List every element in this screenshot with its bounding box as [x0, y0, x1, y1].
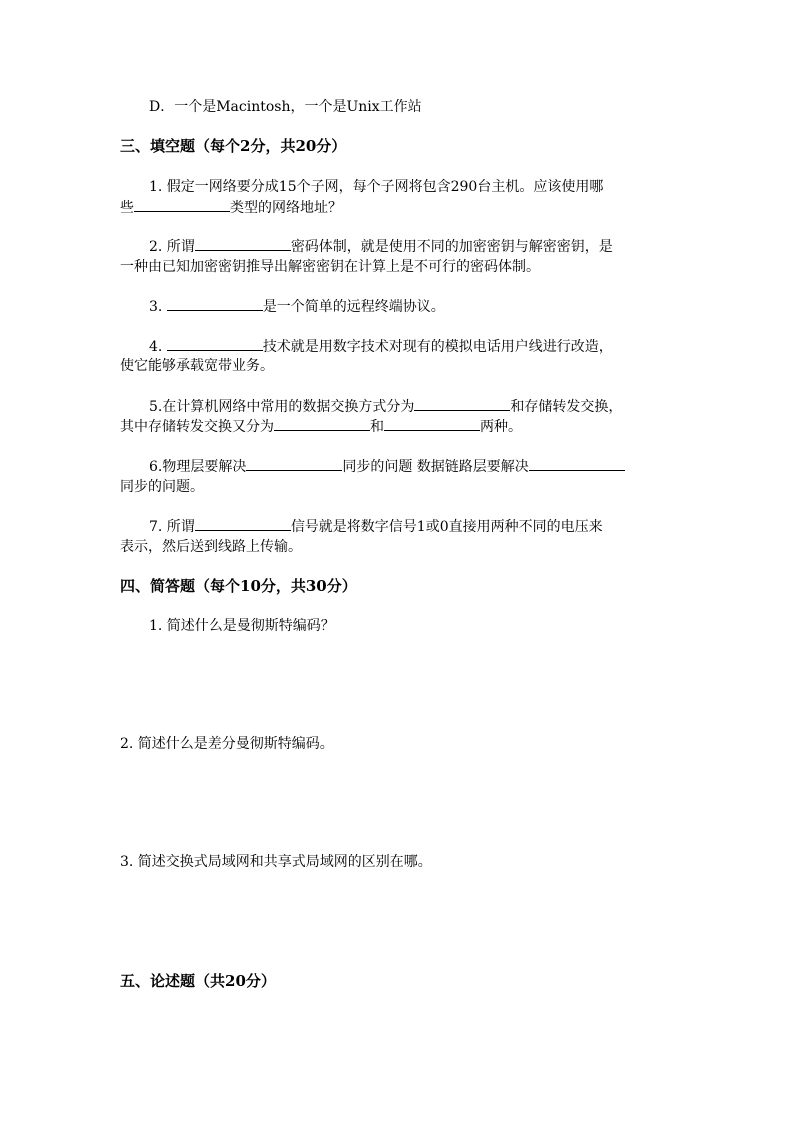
q3-line — [149, 296, 445, 317]
section3-heading: 三、填空题（每个2分，共20分） — [120, 137, 347, 155]
q2-line2: 一种由已知加密密钥推导出解密密钥在计算上是不可行的密码体制。 — [120, 259, 540, 275]
q1-suffix: 类型的网络地址？ — [230, 200, 342, 216]
q3-prefix: 3. — [149, 299, 167, 315]
q5-blank-2[interactable] — [274, 416, 370, 431]
q6-line1 — [149, 456, 625, 477]
q5-blank-3[interactable] — [384, 416, 480, 431]
q5-line1 — [149, 396, 622, 417]
q7-prefix: 7. 所谓 — [149, 519, 195, 535]
q6-mid: 同步的问题 数据链路层要解决 — [342, 459, 529, 475]
q7-suffix: 信号就是将数字信号1或0直接用两种不同的电压来 — [290, 519, 603, 535]
q4-line1 — [149, 336, 613, 357]
q2-prefix: 2. 所谓 — [149, 239, 195, 255]
section4-heading: 四、简答题（每个10分，共30分） — [120, 577, 357, 595]
q1-prefix: 些 — [120, 200, 134, 216]
q5-suffix: 和存储转发交换， — [510, 399, 623, 415]
q1-line1: 1. 假定一网络要分成15个子网，每个子网将包含290台主机。应该使用哪 — [149, 179, 604, 195]
q2-blank[interactable] — [195, 236, 291, 251]
q5-blank-1[interactable] — [414, 396, 510, 411]
q4-line2: 使它能够承载宽带业务。 — [120, 358, 274, 374]
s4-q3: 3. 简述交换式局域网和共享式局域网的区别在哪。 — [120, 854, 432, 870]
q7-blank[interactable] — [195, 516, 291, 531]
q6-line2: 同步的问题。 — [120, 479, 204, 495]
q4-blank[interactable] — [167, 336, 263, 351]
q4-suffix: 技术就是用数字技术对现有的模拟电话用户线进行改造， — [262, 339, 613, 355]
q5-line2-suffix: 两种。 — [480, 419, 522, 435]
option-d: D．一个是Macintosh，一个是Unix工作站 — [149, 99, 422, 115]
q2-line1 — [149, 236, 613, 257]
q6-blank-2[interactable] — [529, 456, 625, 471]
q7-line1 — [149, 516, 603, 537]
q2-suffix: 密码体制，就是使用不同的加密密钥与解密密钥，是 — [290, 239, 613, 255]
s4-q1: 1. 简述什么是曼彻斯特编码？ — [149, 618, 335, 634]
section5-heading: 五、论述题（共20分） — [120, 972, 276, 990]
q6-prefix: 6.物理层要解决 — [149, 459, 247, 475]
q6-blank-1[interactable] — [246, 456, 342, 471]
q5-line2 — [120, 416, 522, 437]
q1-line2 — [120, 197, 342, 218]
q5-line2-mid: 和 — [370, 419, 384, 435]
q5-prefix: 5.在计算机网络中常用的数据交换方式分为 — [149, 399, 415, 415]
q4-prefix: 4. — [149, 339, 167, 355]
q3-suffix: 是一个简单的远程终端协议。 — [262, 299, 445, 315]
s4-q2: 2. 简述什么是差分曼彻斯特编码。 — [120, 736, 334, 752]
q3-blank[interactable] — [167, 296, 263, 311]
q5-line2-prefix: 其中存储转发交换又分为 — [120, 419, 274, 435]
q7-line2: 表示，然后送到线路上传输。 — [120, 539, 302, 555]
q1-blank[interactable] — [134, 197, 230, 212]
